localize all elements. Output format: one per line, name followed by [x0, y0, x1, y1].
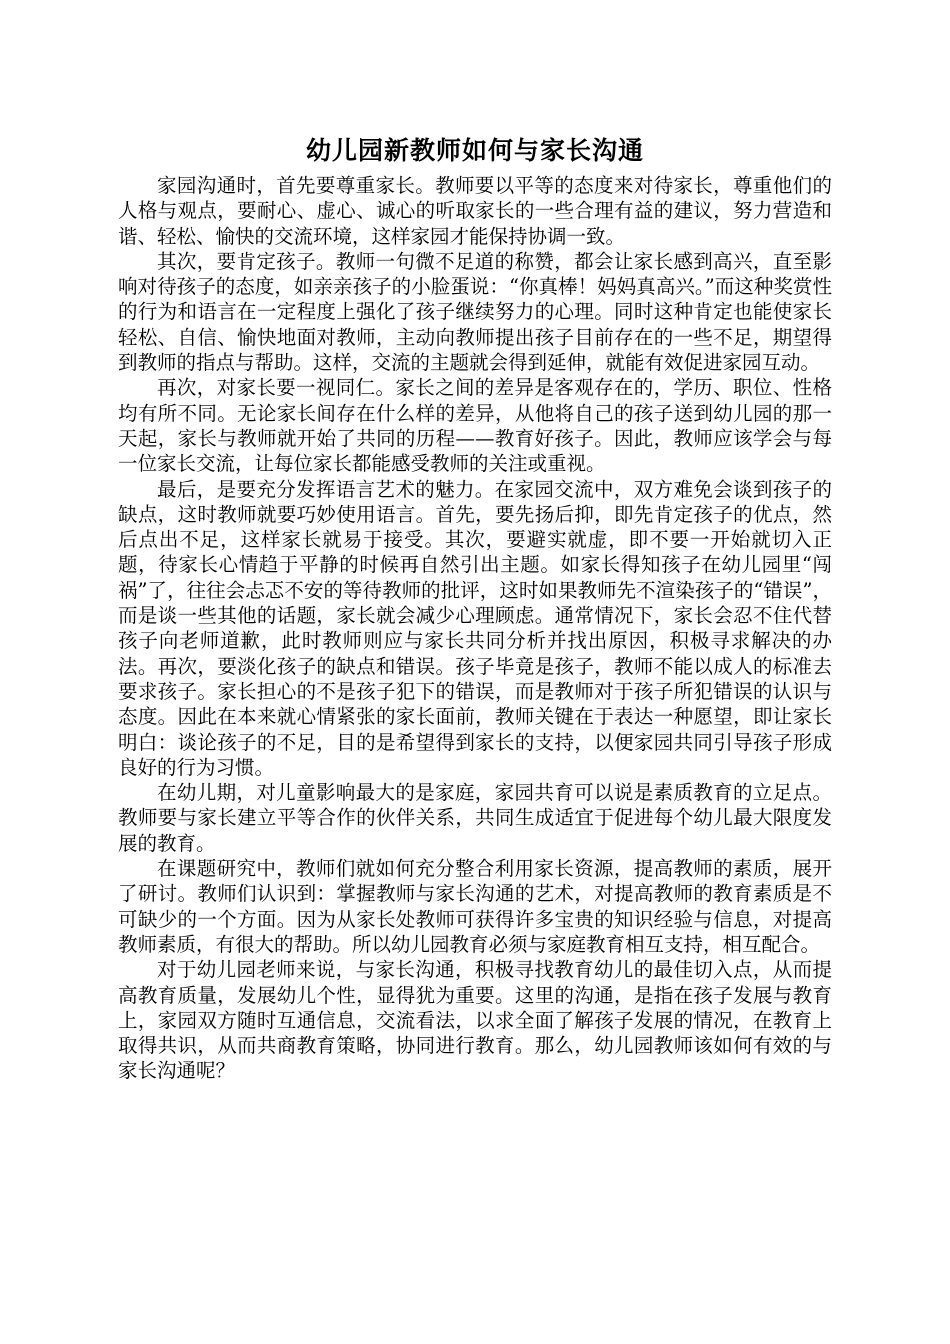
- paragraph-research: 在课题研究中，教师们就如何充分整合利用家长资源，提高教师的素质，展开了研讨。教师们认识到：掌握教师与家长沟通的艺术，对提高教师的教育素质是不可缺少的一个方面。因为从家长处教师可获得许多宝贵的知识经验与信息，对提高教师素质，有很大的帮助。所以幼儿园教育必须与家庭教育相互支持，相互配合。: [118, 857, 832, 956]
- document-title: 幼儿园新教师如何与家长沟通: [305, 136, 644, 165]
- document-body: [118, 173, 832, 1084]
- paragraph-treat-equally: 再次，对家长要一视同仁。家长之间的差异是客观存在的，学历、职位、性格均有所不同。无论家长间存在什么样的差异，从他将自己的孩子送到幼儿园的那一天起，家长与教师就开始了共同的历程——教育好孩子。因此，教师应该学会与每一位家长交流，让每位家长都能感受教师的关注或重视。: [118, 376, 832, 476]
- paragraph-family-influence: 在幼儿期，对儿童影响最大的是家庭，家园共育可以说是素质教育的立足点。教师要与家长建立平等合作的伙伴关系，共同生成适宜于促进每个幼儿最大限度发展的教育。: [118, 781, 832, 855]
- paragraph-language-art: 最后，是要充分发挥语言艺术的魅力。在家园交流中，双方难免会谈到孩子的缺点，这时教师就要巧妙使用语言。首先，要先扬后抑，即先肯定孩子的优点，然后点出不足，这样家长就易于接受。其次，要避实就虚，即不要一开始就切入正题，待家长心情趋于平静的时候再自然引出主题。如家长得知孩子在幼儿园里“闯祸”了，往往会忐忑不安的等待教师的批评，这时如果教师先不渲染孩子的“错误”，而是谈一些其他的话题，家长就会减少心理顾虑。通常情况下，家长会忍不住代替孩子向老师道歉，此时教师则应与家长共同分析并找出原因，积极寻求解决的办法。再次，要淡化孩子的缺点和错误。孩子毕竟是孩子，教师不能以成人的标准去要求孩子。家长担心的不是孩子犯下的错误，而是教师对于孩子所犯错误的认识与态度。因此在本来就心情紧张的家长面前，教师关键在于表达一种愿望，即让家长明白：谈论孩子的不足，目的是希望得到家长的支持，以便家园共同引导孩子形成良好的行为习惯。: [118, 477, 832, 779]
- paragraph-respect-parents: 家园沟通时，首先要尊重家长。教师要以平等的态度来对待家长，尊重他们的人格与观点，要耐心、虚心、诚心的听取家长的一些合理有益的建议，努力营造和谐、轻松、愉快的交流环境，这样家园才能保持协调一致。: [118, 174, 832, 248]
- paragraph-affirm-child: 其次，要肯定孩子。教师一句微不足道的称赞，都会让家长感到高兴，直至影响对待孩子的态度，如亲亲孩子的小脸蛋说：“你真棒！妈妈真高兴。”而这种奖赏性的行为和语言在一定程度上强化了孩子继续努力的心理。同时这种肯定也能使家长轻松、自信、愉快地面对教师，主动向教师提出孩子目前存在的一些不足，期望得到教师的指点与帮助。这样，交流的主题就会得到延伸，就能有效促进家园互动。: [118, 249, 832, 375]
- paragraph-conclusion: 对于幼儿园老师来说，与家长沟通，积极寻找教育幼儿的最佳切入点，从而提高教育质量，发展幼儿个性，显得犹为重要。这里的沟通，是指在孩子发展与教育上，家园双方随时互通信息，交流看法，以求全面了解孩子发展的情况，在教育上取得共识，从而共商教育策略，协同进行教育。那么，幼儿园教师该如何有效的与家长沟通呢？: [118, 958, 832, 1083]
